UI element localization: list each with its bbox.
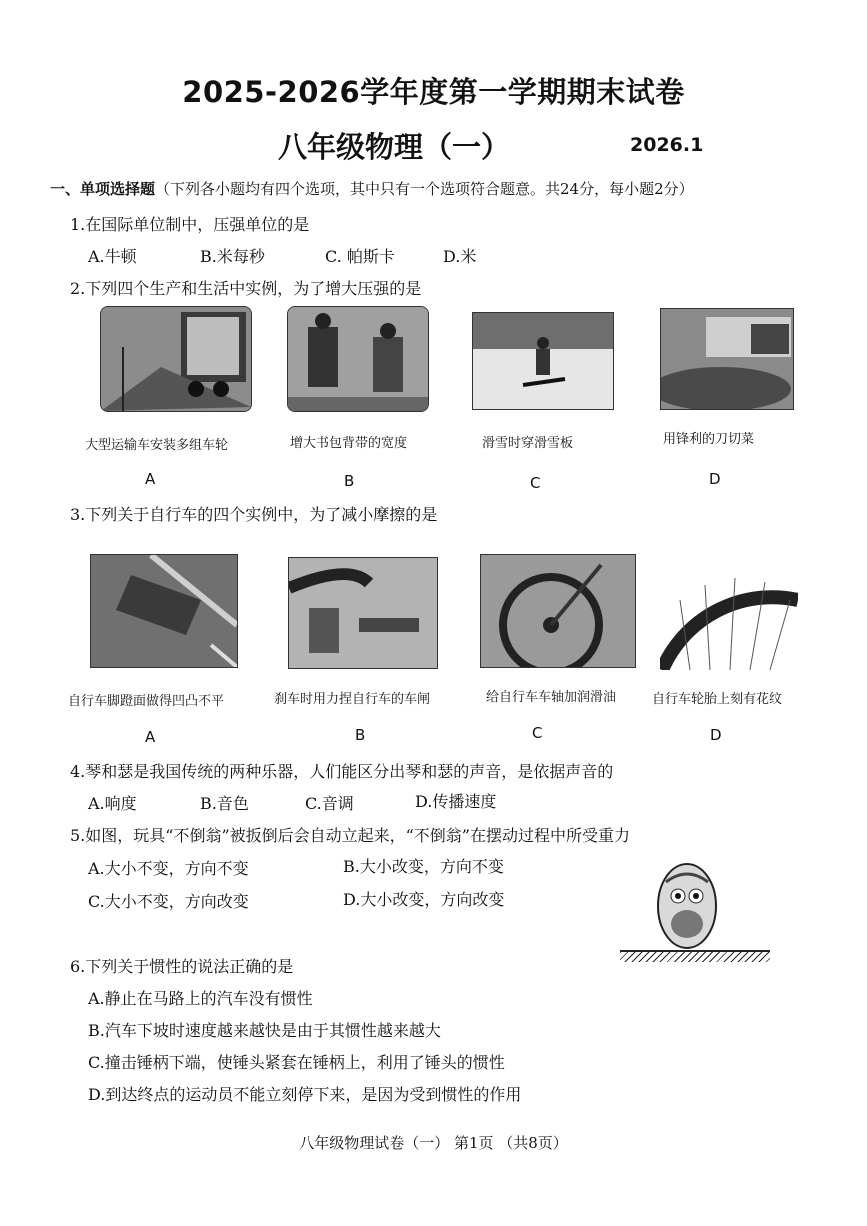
q4-option-b: B.音色 (200, 794, 249, 813)
q3-image-b-brake (288, 557, 438, 669)
q6-option-c: C.撞击锤柄下端，使锤头紧套在锤柄上，利用了锤头的惯性 (88, 1053, 505, 1072)
q1-option-a: A.牛顿 (88, 247, 137, 266)
page-subtitle: 八年级物理（一） (278, 130, 511, 164)
question-2-stem: 2.下列四个生产和生活中实例，为了增大压强的是 (70, 279, 422, 298)
question-6-stem: 6.下列关于惯性的说法正确的是 (70, 957, 294, 976)
q1-option-c: C. 帕斯卡 (325, 247, 395, 266)
q1-option-b: B.米每秒 (200, 247, 265, 266)
ground-hatch (620, 950, 770, 962)
q6-option-a: A.静止在马路上的汽车没有惯性 (88, 989, 313, 1008)
page-title: 2025-2026学年度第一学期期末试卷 (182, 75, 685, 109)
q2-image-d-knife (660, 308, 794, 410)
q2-letter-c: C (530, 474, 541, 492)
q2-image-a-truck (100, 306, 252, 412)
q5-option-d: D.大小改变，方向改变 (343, 890, 505, 909)
q3-letter-c: C (532, 724, 543, 742)
q2-caption-b: 增大书包背带的宽度 (290, 436, 408, 451)
q5-option-b: B.大小改变，方向不变 (343, 857, 504, 876)
section-title: 一、单项选择题 (50, 180, 156, 198)
q3-caption-b: 刹车时用力捏自行车的车闸 (274, 692, 431, 707)
q3-letter-b: B (355, 726, 366, 744)
exam-date: 2026.1 (630, 134, 704, 156)
q3-image-a-pedal (90, 554, 238, 668)
page-footer: 八年级物理试卷（一） 第1页 （共8页） (299, 1134, 568, 1152)
section-heading (50, 178, 694, 199)
q2-caption-a: 大型运输车安装多组车轮 (85, 438, 229, 453)
q2-caption-d: 用锋利的刀切菜 (663, 432, 755, 447)
question-3-stem: 3.下列关于自行车的四个实例中，为了减小摩擦的是 (70, 505, 438, 524)
q5-option-a: A.大小不变，方向不变 (88, 859, 249, 878)
q1-option-d: D.米 (443, 247, 477, 266)
q2-letter-d: D (709, 470, 721, 488)
tumbler-toy-image (656, 862, 718, 950)
q2-letter-b: B (344, 472, 355, 490)
q3-image-d-tire (660, 560, 798, 670)
q3-caption-c: 给自行车车轴加润滑油 (486, 690, 617, 705)
q4-option-c: C.音调 (305, 794, 354, 813)
question-1-stem: 1.在国际单位制中，压强单位的是 (70, 215, 310, 234)
q4-option-a: A.响度 (88, 794, 137, 813)
q3-letter-d: D (710, 726, 722, 744)
question-4-stem: 4.琴和瑟是我国传统的两种乐器，人们能区分出琴和瑟的声音，是依据声音的 (70, 762, 614, 781)
question-5-stem: 5.如图，玩具“不倒翁”被扳倒后会自动立起来，“不倒翁”在摆动过程中所受重力 (70, 826, 630, 845)
q2-caption-c: 滑雪时穿滑雪板 (482, 436, 574, 451)
q4-option-d: D.传播速度 (415, 792, 497, 811)
q6-option-b: B.汽车下坡时速度越来越快是由于其惯性越来越大 (88, 1021, 441, 1040)
q3-letter-a: A (145, 728, 156, 746)
q2-letter-a: A (145, 470, 156, 488)
q3-image-c-axle (480, 554, 636, 668)
q3-caption-d: 自行车轮胎上刻有花纹 (652, 692, 783, 707)
section-note: （下列各小题均有四个选项，其中只有一个选项符合题意。共24分，每小题2分） (155, 180, 694, 198)
q3-caption-a: 自行车脚蹬面做得凹凸不平 (68, 694, 225, 709)
q6-option-d: D.到达终点的运动员不能立刻停下来，是因为受到惯性的作用 (88, 1085, 522, 1104)
q2-image-b-backpack (287, 306, 429, 412)
q5-option-c: C.大小不变，方向改变 (88, 892, 249, 911)
q2-image-c-snowboard (472, 312, 614, 410)
